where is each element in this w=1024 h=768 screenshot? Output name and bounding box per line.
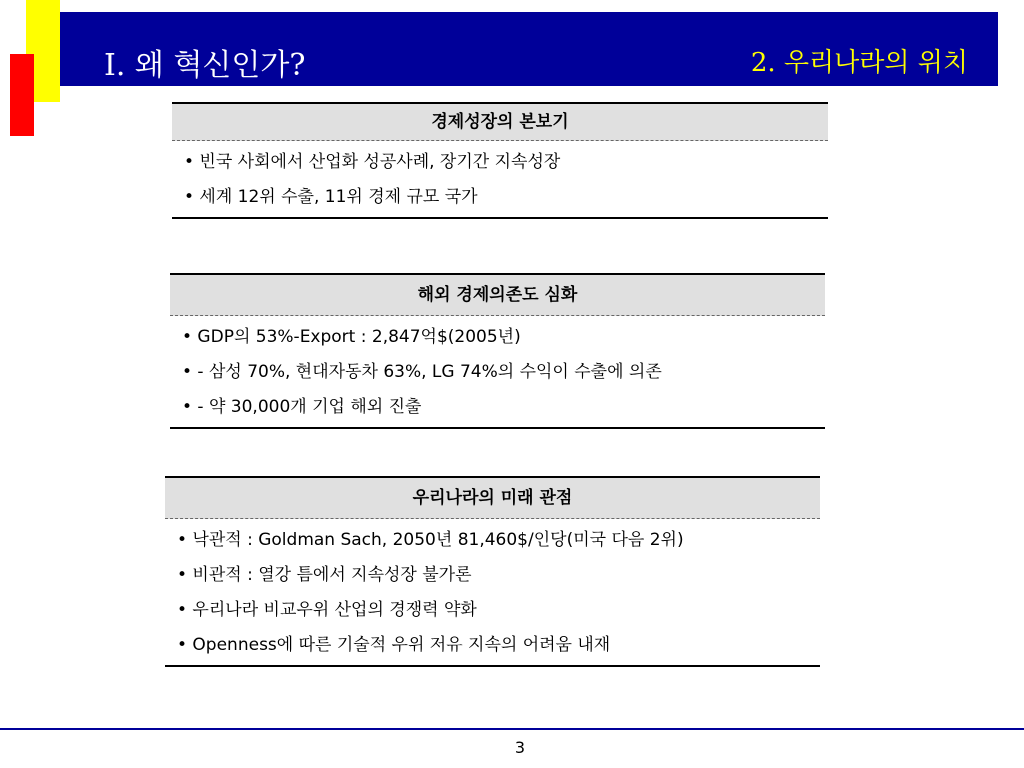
box-body bbox=[170, 316, 825, 429]
box-body bbox=[165, 519, 820, 667]
bullet-item: • 세계 12위 수출, 11위 경제 규모 국가 bbox=[184, 187, 478, 207]
footer-divider bbox=[0, 728, 1024, 730]
slide-title: Ⅰ. 왜 혁신인가? bbox=[104, 48, 306, 83]
page-number: 3 bbox=[514, 738, 526, 757]
section-title: 2. 우리나라의 위치 bbox=[750, 48, 968, 78]
bullet-item: • - 삼성 70%, 현대자동차 63%, LG 74%의 수익이 수출에 의존 bbox=[182, 362, 662, 382]
box-body bbox=[172, 141, 828, 219]
box-heading: 경제성장의 본보기 bbox=[172, 102, 828, 141]
box-future-outlook bbox=[165, 476, 820, 667]
box-foreign-dependency bbox=[170, 273, 825, 429]
bullet-item: • 비관적 : 열강 틈에서 지속성장 불가론 bbox=[177, 565, 472, 585]
box-heading: 우리나라의 미래 관점 bbox=[165, 476, 820, 519]
decorative-red-block bbox=[10, 54, 34, 136]
bullet-item: • 우리나라 비교우위 산업의 경쟁력 약화 bbox=[177, 600, 477, 620]
bullet-item: • 빈국 사회에서 산업화 성공사례, 장기간 지속성장 bbox=[184, 152, 561, 172]
box-economic-growth bbox=[172, 102, 828, 219]
bullet-item: • Openness에 따른 기술적 우위 저유 지속의 어려움 내재 bbox=[177, 635, 611, 655]
bullet-item: • - 약 30,000개 기업 해외 진출 bbox=[182, 397, 422, 417]
box-heading: 해외 경제의존도 심화 bbox=[170, 273, 825, 316]
bullet-item: • 낙관적 : Goldman Sach, 2050년 81,460$/인당(미국 다음 2위) bbox=[177, 530, 684, 550]
bullet-item: • GDP의 53%-Export : 2,847억$(2005년) bbox=[182, 327, 521, 347]
